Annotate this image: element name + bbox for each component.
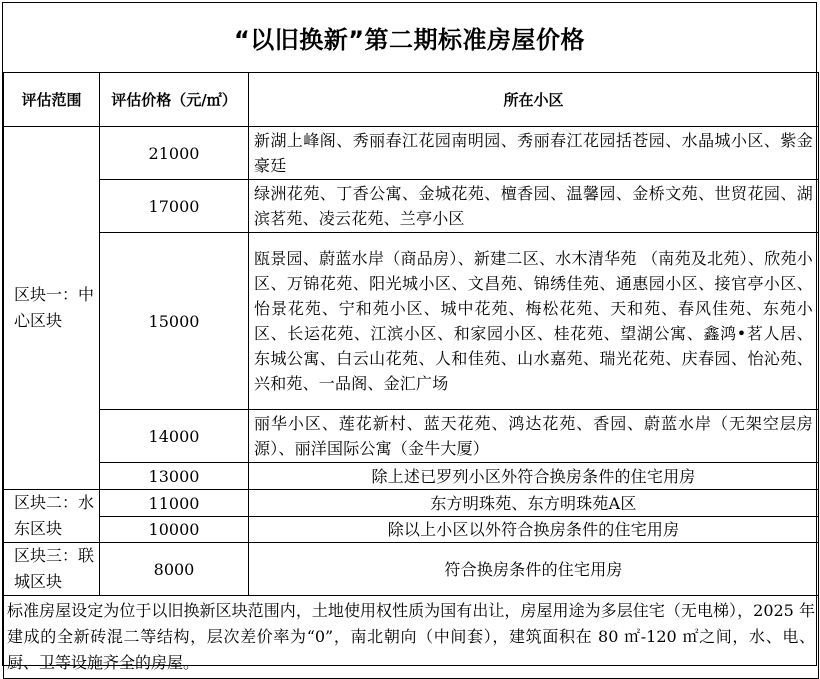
note-row: [4, 596, 819, 679]
table-row: [4, 233, 819, 410]
price-cell: 15000: [100, 233, 249, 410]
table-row: [4, 543, 819, 596]
table-row: [4, 180, 819, 233]
price-cell: 14000: [100, 410, 249, 463]
zone-cell-2: 区块二：水东区块: [4, 490, 100, 543]
price-cell: 21000: [100, 127, 249, 180]
note-text: 标准房屋设定为位于以旧换新区块范围内，土地使用权性质为国有出让，房屋用途为多层住宅（无电梯），2025 年建成的全新砖混二等结构，层次差价率为“0”，南北朝向（中间套），建筑面积在 80 ㎡-120 ㎡之间，水、电、厨、卫等设施齐全的房屋。: [4, 596, 819, 679]
table-row: [4, 463, 819, 490]
area-cell: 东方明珠苑、东方明珠苑A区: [249, 490, 819, 517]
area-cell: 丽华小区、莲花新村、蓝天花苑、鸿达花苑、香园、蔚蓝水岸（无架空层房源）、丽洋国际公寓（金牛大厦）: [249, 410, 819, 463]
page-title: “以旧换新”第二期标准房屋价格: [3, 3, 816, 73]
area-cell: 符合换房条件的住宅用房: [249, 543, 819, 596]
price-cell: 17000: [100, 180, 249, 233]
price-cell: 11000: [100, 490, 249, 517]
area-cell: 瓯景园、蔚蓝水岸（商品房）、新建二区、水木清华苑 （南苑及北苑）、欣苑小区、万锦花苑、阳光城小区、文昌苑、锦绣佳苑、通惠园小区、接官亭小区、怡景花苑、宁和苑小区、城中花苑、梅松花苑、天和苑、春风佳苑、东苑小区、长运花苑、江滨小区、和家园小区、桂花苑、望湖公寓、鑫鸿•茗人居、东城公寓、白云山花苑、人和佳苑、山水嘉苑、瑞光花苑、庆春园、怡沁苑、兴和苑、一品阁、金汇广场: [249, 233, 819, 410]
area-cell: 绿洲花苑、丁香公寓、金城花苑、檀香园、温馨园、金桥文苑、世贸花园、湖滨茗苑、凌云花苑、兰亭小区: [249, 180, 819, 233]
table-row: [4, 127, 819, 180]
price-cell: 13000: [100, 463, 249, 490]
price-cell: 8000: [100, 543, 249, 596]
table-row: [4, 410, 819, 463]
header-row: [4, 73, 819, 127]
table-row: [4, 490, 819, 517]
header-price: 评估价格（元/㎡）: [100, 73, 249, 127]
area-cell: 除以上小区以外符合换房条件的住宅用房: [249, 517, 819, 543]
header-area: 所在小区: [249, 73, 819, 127]
table-row: [4, 517, 819, 543]
zone-cell-3: 区块三：联城区块: [4, 543, 100, 596]
area-cell: 新湖上峰阁、秀丽春江花园南明园、秀丽春江花园括苍园、水晶城小区、紫金豪廷: [249, 127, 819, 180]
price-cell: 10000: [100, 517, 249, 543]
zone-cell-1: 区块一：中心区块: [4, 127, 100, 490]
price-table: [3, 72, 819, 679]
area-cell: 除上述已罗列小区外符合换房条件的住宅用房: [249, 463, 819, 490]
price-sheet: [2, 2, 817, 672]
header-zone: 评估范围: [4, 73, 100, 127]
